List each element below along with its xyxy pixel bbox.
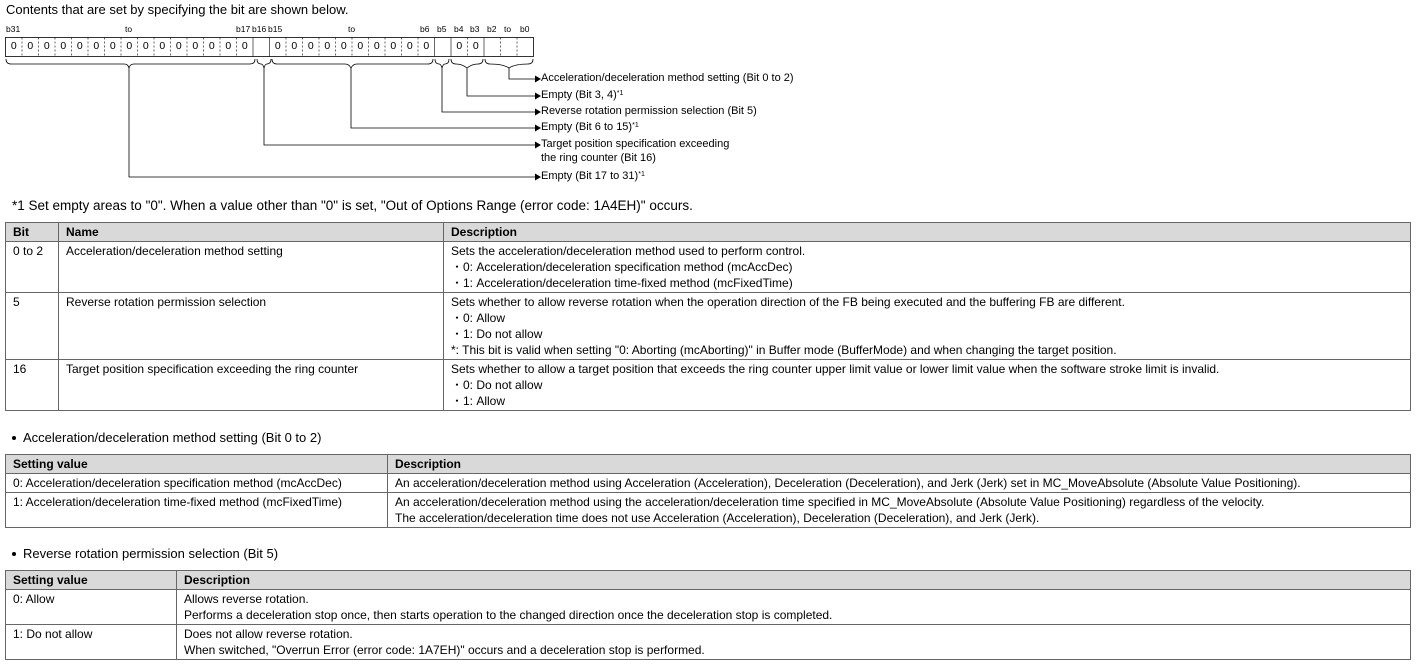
bit-value-cell: 0 [208, 40, 215, 52]
column-header-description: Description [388, 455, 1411, 474]
column-header-name: Name [59, 223, 444, 242]
table-header-row [6, 455, 1411, 474]
bit-value-cell: 0 [43, 40, 50, 52]
bit-value-cell: 0 [93, 40, 100, 52]
bit-table [5, 222, 1411, 411]
bit-value-cell: 0 [456, 40, 463, 52]
bit-value-cell: 0 [142, 40, 149, 52]
bit-value-cell: 0 [175, 40, 182, 52]
description-cell: An acceleration/deceleration method using Acceleration (Acceleration), Deceleration (Deceleration), and Jerk (Jerk) set in MC_MoveAbsolute (Absolute Value Positioning). [388, 474, 1411, 493]
arrow-label: Empty (Bit 17 to 31)$^{*1}$ [541, 170, 645, 182]
description-cell: Sets whether to allow a target position that exceeds the ring counter upper limit value or lower limit value when the software stroke limit is invalid. ・0: Do not allow ・1: Allow [444, 360, 1411, 411]
bit-label-b6: b6 [420, 24, 430, 34]
description-cell: Sets whether to allow reverse rotation when the operation direction of the FB being executed and the buffering FB are different. ・0: Allow ・1: Do not allow *: This bit is valid when setting "0: Aborting (mcAborting)" in Buffer mode (BufferMode) and when changing the target position. [444, 293, 1411, 360]
bit-value-cell: 0 [373, 40, 380, 52]
column-header-description: Description [177, 571, 1411, 590]
bit-value-cell: 0 [406, 40, 413, 52]
bit-cell: 0 to 2 [6, 242, 59, 293]
arrow-label: Empty (Bit 3, 4)$^{*1}$ [541, 89, 624, 101]
accel-method-table [5, 454, 1411, 528]
bit-label-to: to [348, 24, 356, 34]
bit-value-cell: 0 [357, 40, 364, 52]
description-cell: Sets the acceleration/deceleration method used to perform control. ・0: Acceleration/deceleration specification method (mcAccDec) ・1: Acceleration/deceleration time-fixed method (mcFixedTime) [444, 242, 1411, 293]
description-cell: Does not allow reverse rotation. When switched, "Overrun Error (error code: 1A7EH)" occurs and a deceleration stop is performed. [177, 625, 1411, 660]
bit-cell: 16 [6, 360, 59, 411]
bit-label-b16: b16 [252, 24, 267, 34]
table-row [6, 293, 1411, 360]
bit-value-cell: 0 [27, 40, 34, 52]
name-cell: Target position specification exceeding the ring counter [59, 360, 444, 411]
bit-value-cell: 0 [390, 40, 397, 52]
bit-diagram [0, 0, 820, 190]
name-cell: Acceleration/deceleration method setting [59, 242, 444, 293]
bit-value-cell: 0 [60, 40, 67, 52]
bit-label-b0: b0 [520, 24, 530, 34]
section-heading: Acceleration/deceleration method setting (Bit 0 to 2) [10, 430, 321, 445]
bit-value-cell: 0 [340, 40, 347, 52]
arrow-label: Empty (Bit 6 to 15)$^{*1}$ [541, 121, 639, 133]
setting-value-cell: 0: Allow [6, 590, 177, 625]
bit-value-cell: 0 [291, 40, 298, 52]
bit-value-cell: 0 [109, 40, 116, 52]
table-row [6, 474, 1411, 493]
name-cell: Reverse rotation permission selection [59, 293, 444, 360]
table-header-row [6, 223, 1411, 242]
description-cell: An acceleration/deceleration method using the acceleration/deceleration time specified in MC_MoveAbsolute (Absolute Value Positioning) regardless of the velocity. The acceleration/deceleration time does not use Acceleration (Acceleration), Deceleration (Deceleration), and Jerk (Jerk). [388, 493, 1411, 528]
bit-value-cell: 0 [472, 40, 479, 52]
bit-label-to: to [125, 24, 133, 34]
bit-label-b15: b15 [268, 24, 283, 34]
bit-value-cell: 0 [126, 40, 133, 52]
bit-value-cell: 0 [423, 40, 430, 52]
bit-value-cell: 0 [10, 40, 17, 52]
column-header-bit: Bit [6, 223, 59, 242]
section-heading: Reverse rotation permission selection (Bit 5) [10, 546, 278, 561]
table-row [6, 242, 1411, 293]
setting-value-cell: 0: Acceleration/deceleration specification method (mcAccDec) [6, 474, 388, 493]
bit-label-b4: b4 [454, 24, 464, 34]
arrow-label: Acceleration/deceleration method setting (Bit 0 to 2) [541, 72, 794, 84]
column-header-setting-value: Setting value [6, 571, 177, 590]
column-header-setting-value: Setting value [6, 455, 388, 474]
intro-text: Contents that are set by specifying the bit are shown below. [6, 2, 349, 17]
bullet-icon [12, 552, 16, 556]
setting-value-cell: 1: Do not allow [6, 625, 177, 660]
table-row [6, 360, 1411, 411]
bullet-icon [12, 436, 16, 440]
bit-label-b5: b5 [437, 24, 447, 34]
bit-value-cell: 0 [274, 40, 281, 52]
bit-value-cell: 0 [324, 40, 331, 52]
bit-label-b31: b31 [6, 24, 21, 34]
description-cell: Allows reverse rotation. Performs a deceleration stop once, then starts operation to the changed direction once the deceleration stop is completed. [177, 590, 1411, 625]
bit-value-cell: 0 [225, 40, 232, 52]
bit-value-cell: 0 [159, 40, 166, 52]
table-row [6, 493, 1411, 528]
bit-cell: 5 [6, 293, 59, 360]
bit-label-b2: b2 [487, 24, 497, 34]
table-row [6, 590, 1411, 625]
arrow-label: Target position specification exceeding [541, 138, 730, 150]
bit-value-cell: 0 [307, 40, 314, 52]
table-header-row [6, 571, 1411, 590]
column-header-description: Description [444, 223, 1411, 242]
bit-label-b17: b17 [236, 24, 251, 34]
setting-value-cell: 1: Acceleration/deceleration time-fixed method (mcFixedTime) [6, 493, 388, 528]
bit-label-b3: b3 [470, 24, 480, 34]
arrow-label: the ring counter (Bit 16) [541, 152, 656, 164]
bit-value-cell: 0 [241, 40, 248, 52]
arrow-label: Reverse rotation permission selection (Bit 5) [541, 105, 757, 117]
bit-label-to: to [504, 24, 512, 34]
bit-value-cell: 0 [76, 40, 83, 52]
bit-value-cell: 0 [192, 40, 199, 52]
footnote: *1 Set empty areas to "0". When a value other than "0" is set, "Out of Options Range (error code: 1A4EH)" occurs. [12, 198, 693, 213]
table-row [6, 625, 1411, 660]
reverse-rotation-table [5, 570, 1411, 660]
